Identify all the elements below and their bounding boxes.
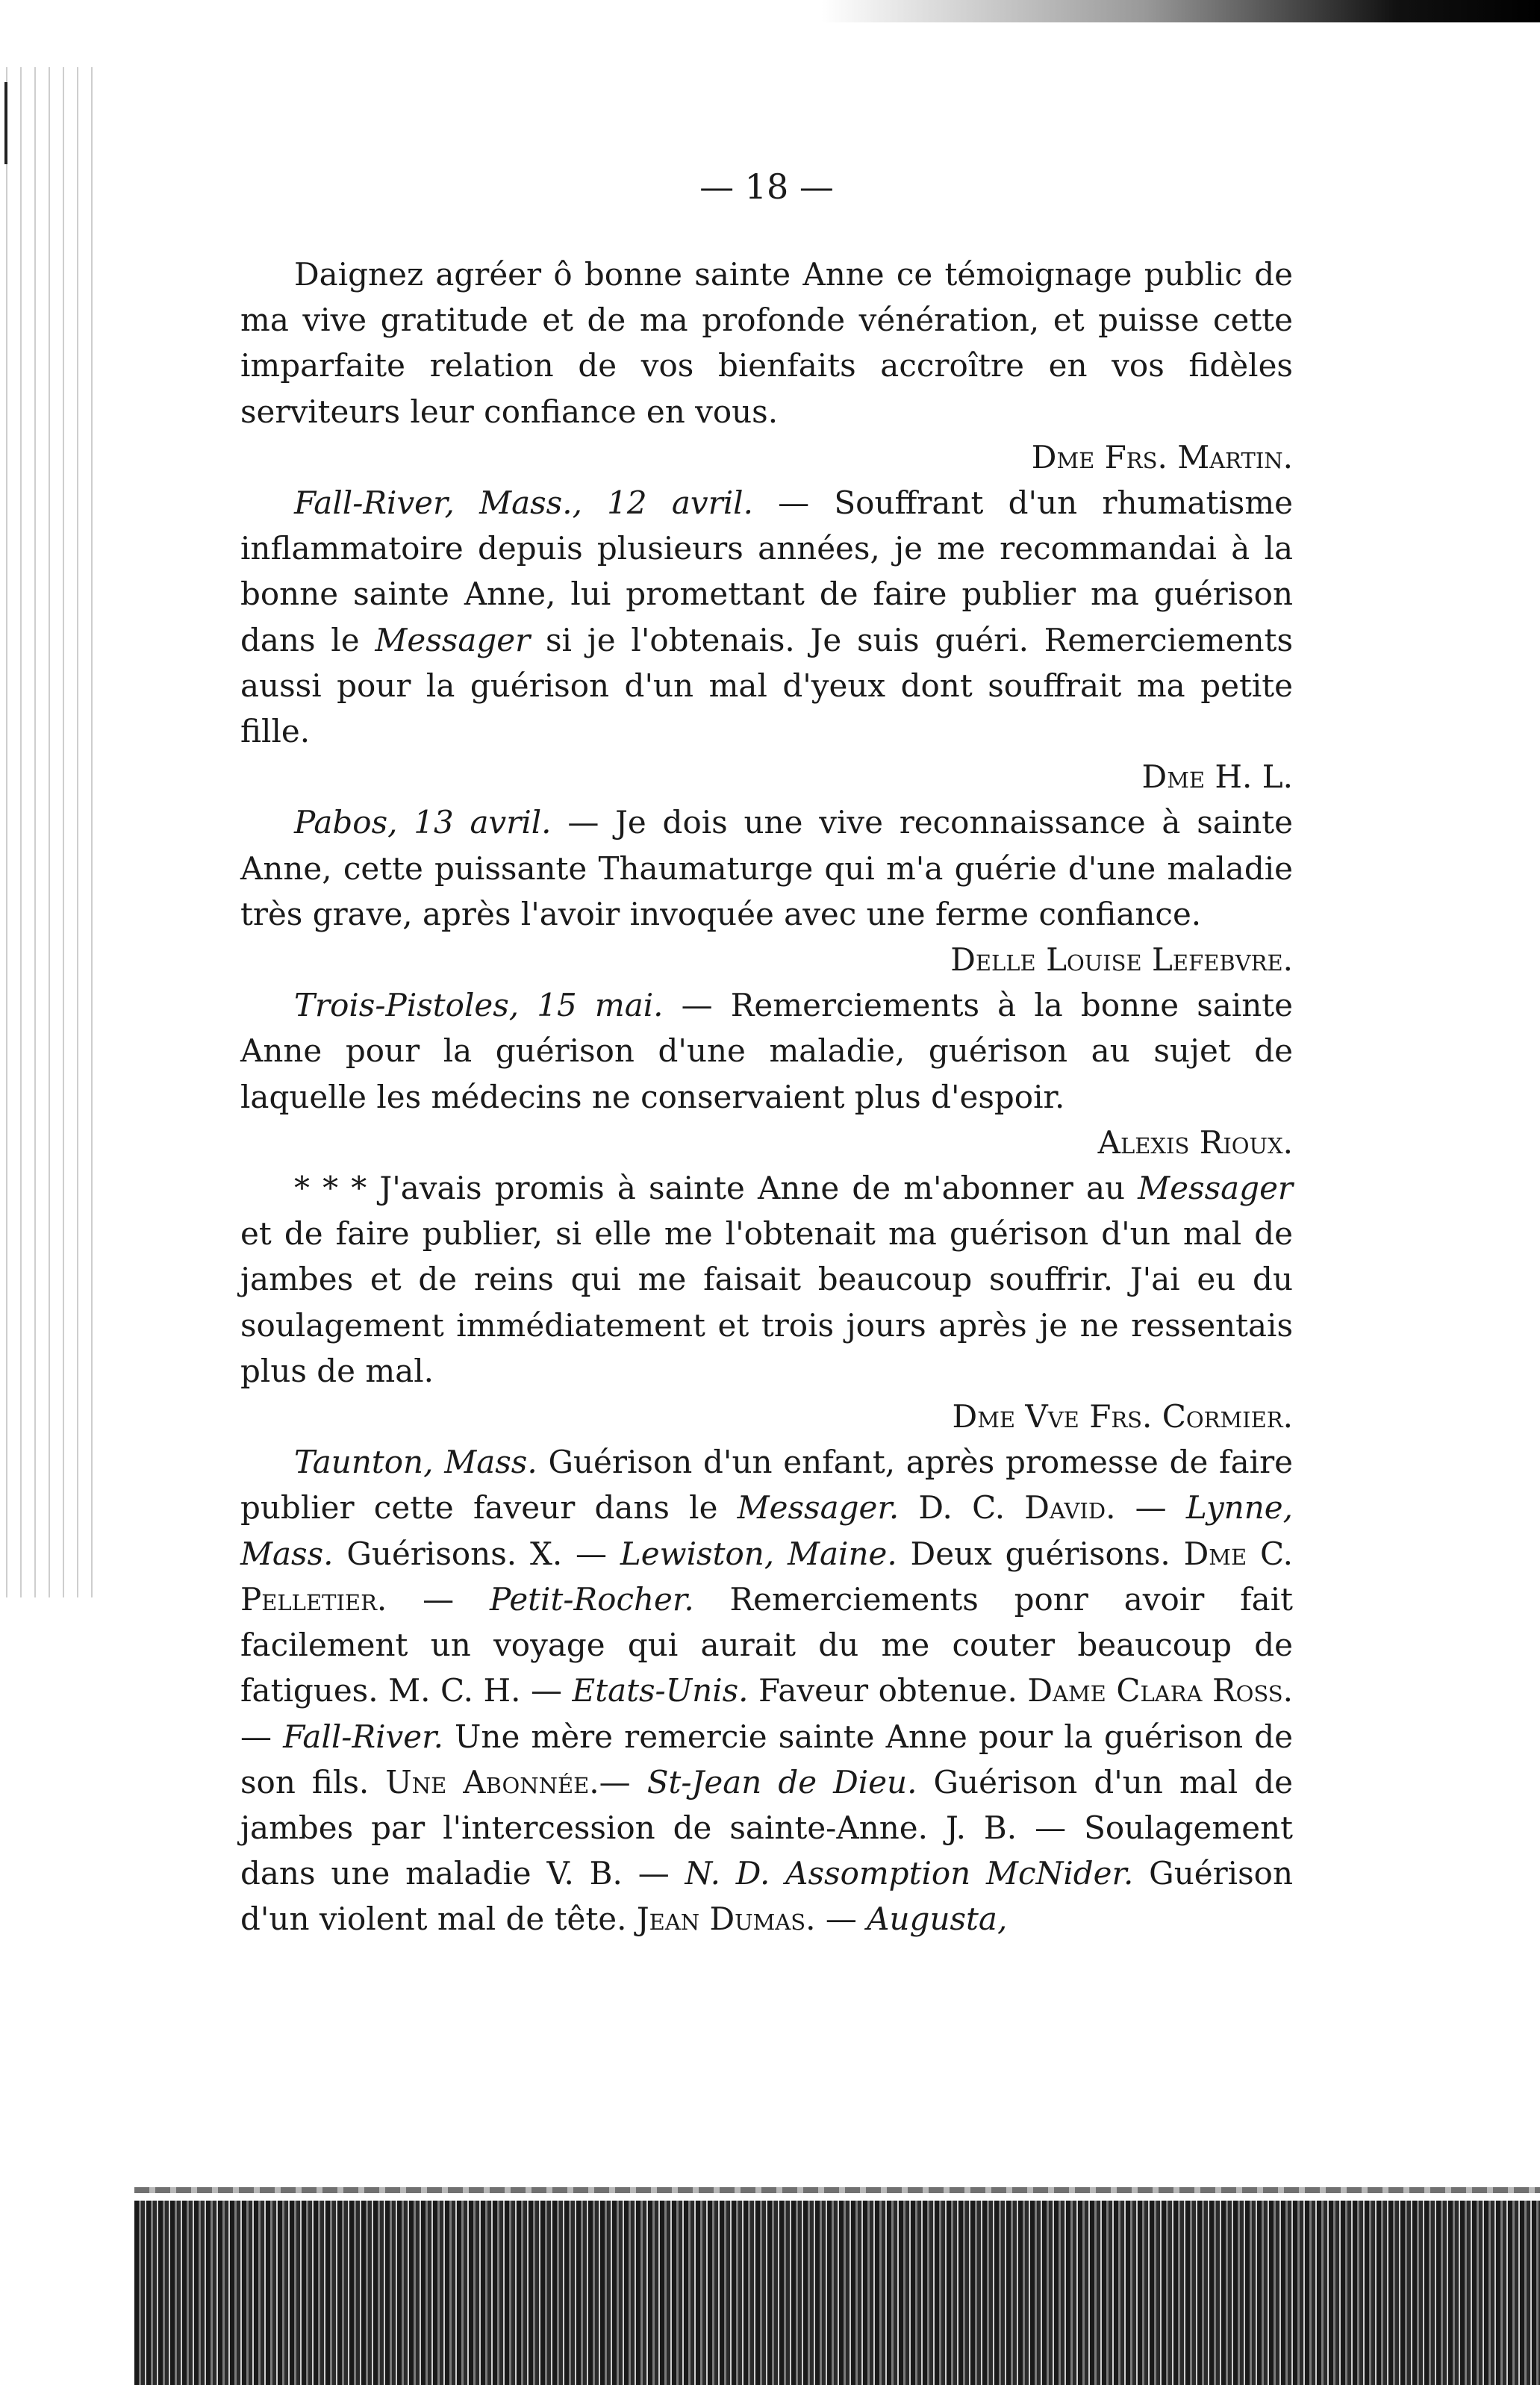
scan-edge-bottom-line [134,2187,1540,2193]
signature-martin: Dme Frs. Martin. [1031,438,1293,476]
scan-edge-bottom [134,2201,1540,2385]
paragraph-2: Fall-River, Mass., 12 avril. — Souffrant d'un rhumatisme inflammatoire depuis plusieurs années, je me recommandai à la bonne sainte Anne, lui promettant de faire publier ma guérison dans le Messager si je l'obtenais. Je suis guéri. Remerciements aussi pour la guérison d'un mal d'yeux dont souffrait ma petite fille. [240,484,1293,750]
page-number: — 18 — [699,166,834,207]
paragraph-3: Pabos, 13 avril. — Je dois une vive reconnaissance à sainte Anne, cette puissante Thaumaturge qui m'a guérie d'une maladie très grave, après l'avoir invoquée avec une ferme confiance. [240,804,1294,932]
book-page [240,153,1293,1942]
scan-edge-mark [4,82,7,164]
signature-hl: Dme H. L. [1141,758,1293,796]
place-date: Pabos, 13 avril. [294,804,552,841]
signature-lefebvre: Delle Louise Lefebvre. [950,941,1293,979]
scan-edge-left [0,67,97,1597]
place-date: Fall-River, Mass., 12 avril. [294,484,753,522]
signature-rioux: Alexis Rioux. [1097,1123,1293,1161]
signature-cormier: Dme Vve Frs. Cormier. [952,1398,1293,1435]
place-date: Trois-Pistoles, 15 mai. [294,987,664,1024]
paragraph-6: Taunton, Mass. Guérison d'un enfant, après promesse de faire publier cette faveur dans le Messager. D. C. David. — Lynne, Mass. Guérisons. X. — Lewiston, Maine. Deux guérisons. Dme C. Pelletier. — Petit-Rocher. Remerciements ponr avoir fait facilement un voyage qui aurait du me couter beaucoup de fatigues. M. C. H. — Etats-Unis. Faveur obtenue. Dame Clara Ross. — Fall-River. Une mère remercie sainte Anne pour la guérison de son fils. Une Abonnée.— St-Jean de Dieu. Guérison d'un mal de jambes par l'intercession de sainte-Anne. J. B. — Soulagement dans une maladie V. B. — N. D. Assomption McNider. Guérison d'un violent mal de tête. Jean Dumas. — Augusta, [240,1444,1294,1938]
paragraph-4: Trois-Pistoles, 15 mai. — Remerciements à la bonne sainte Anne pour la guérison d'une maladie, guérison au sujet de laquelle les médecins ne conservaient plus d'espoir. [240,987,1294,1115]
paragraph-5: * * * J'avais promis à sainte Anne de m'abonner au Messager et de faire publier, si elle me l'obtenait ma guérison d'un mal de jambes et de reins qui me faisait beaucoup souffrir. J'ai eu du soulagement immédiatement et trois jours après je ne ressentais plus de mal. [240,1170,1293,1389]
scan-edge-top [821,0,1540,22]
journal-title: Messager [375,621,531,658]
journal-title: Messager [1138,1170,1293,1207]
stars-marker: * * * [294,1170,367,1207]
paragraph-text: Daignez agréer ô bonne sainte Anne ce témoignage public de ma vive gratitude et de ma profonde vénération, et puisse cette imparfaite relation de vos bienfaits accroître en vos fidèles serviteurs leur confiance en vous. [240,256,1293,430]
paragraph-1 [240,252,1293,434]
